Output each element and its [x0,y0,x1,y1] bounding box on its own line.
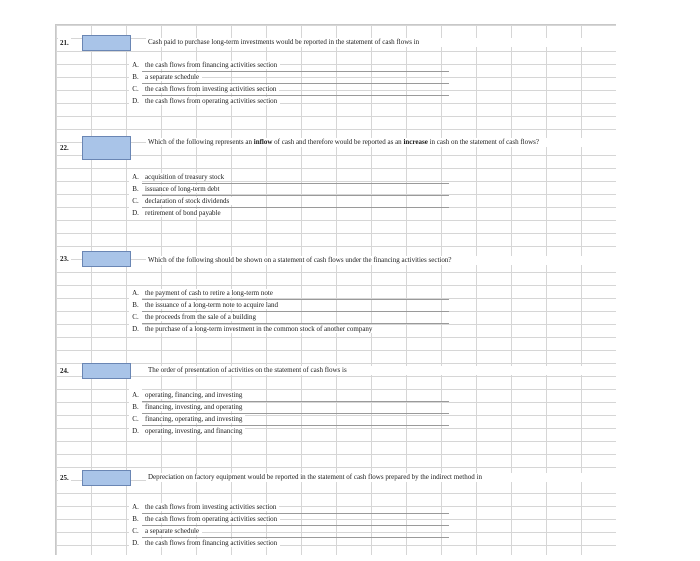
option-letter: D. [129,95,142,107]
question-text-emphasis: inflow [253,138,273,146]
option-letter: D. [129,425,142,437]
question-text-part: of cash and therefore would be reported as an [272,138,404,146]
option-text: financing, investing, and operating [142,403,245,411]
option-text: the cash flows from financing activities section [142,61,280,69]
option-text: the cash flows from investing activities section [142,85,279,93]
worksheet-grid [55,24,616,555]
answer-box-25[interactable] [82,470,131,486]
option-text: financing, operating, and investing [142,415,245,423]
option-letter: C. [129,525,142,537]
question-number: 24. [60,367,69,375]
question-number: 22. [60,144,69,152]
option-text: operating, investing, and financing [142,427,245,435]
question-text: Depreciation on factory equipment would be reported in the statement of cash flows prepared by the indirect method in [146,473,616,482]
option-text: the cash flows from operating activities section [142,515,280,523]
option-text: operating, financing, and investing [142,391,245,399]
option-letter: C. [129,413,142,425]
option-d [129,537,449,549]
option-letter: B. [129,71,142,83]
question-number: 21. [60,39,69,47]
option-letter: D. [129,323,142,335]
option-text: the proceeds from the sale of a building [142,313,259,321]
option-letter: A. [129,287,142,299]
option-text: the issuance of a long-term note to acquire land [142,301,281,309]
option-text: retirement of bond payable [142,209,224,217]
option-d [129,95,449,107]
option-letter: A. [129,59,142,71]
question-text-part: Which of the following represents an [148,138,254,146]
option-text: the cash flows from operating activities section [142,97,280,105]
option-letter: C. [129,311,142,323]
option-text: a separate schedule [142,527,202,535]
question-text-emphasis: increase [403,138,428,146]
option-text: the purchase of a long-term investment in the common stock of another company [142,325,375,333]
answer-box-23[interactable] [82,251,131,267]
answer-box-22[interactable] [82,136,131,160]
question-number: 23. [60,255,69,263]
question-text-part: in cash on the statement of cash flows? [427,138,540,146]
answer-box-24[interactable] [82,363,131,379]
option-letter: A. [129,389,142,401]
option-text: acquisition of treasury stock [142,173,227,181]
option-letter: D. [129,537,142,549]
option-text: issuance of long-term debt [142,185,222,193]
answer-box-21[interactable] [82,35,131,51]
option-letter: A. [129,171,142,183]
option-text: a separate schedule [142,73,202,81]
option-letter: B. [129,401,142,413]
option-text: declaration of stock dividends [142,197,232,205]
option-text: the cash flows from investing activities section [142,503,279,511]
option-text: the payment of cash to retire a long-term note [142,289,276,297]
question-text [146,138,616,147]
question-number: 25. [60,474,69,482]
question-text: Which of the following should be shown on a statement of cash flows under the financing activities section? [146,256,616,265]
option-text: the cash flows from financing activities section [142,539,280,547]
option-letter: C. [129,83,142,95]
question-text: Cash paid to purchase long-term investments would be reported in the statement of cash flows in [146,38,616,47]
question-text: The order of presentation of activities on the statement of cash flows is [146,366,616,375]
option-letter: B. [129,513,142,525]
option-letter: B. [129,183,142,195]
option-letter: C. [129,195,142,207]
option-letter: D. [129,207,142,219]
option-letter: A. [129,501,142,513]
option-d [129,425,449,437]
option-d [129,323,449,335]
option-letter: B. [129,299,142,311]
option-d [129,207,449,219]
